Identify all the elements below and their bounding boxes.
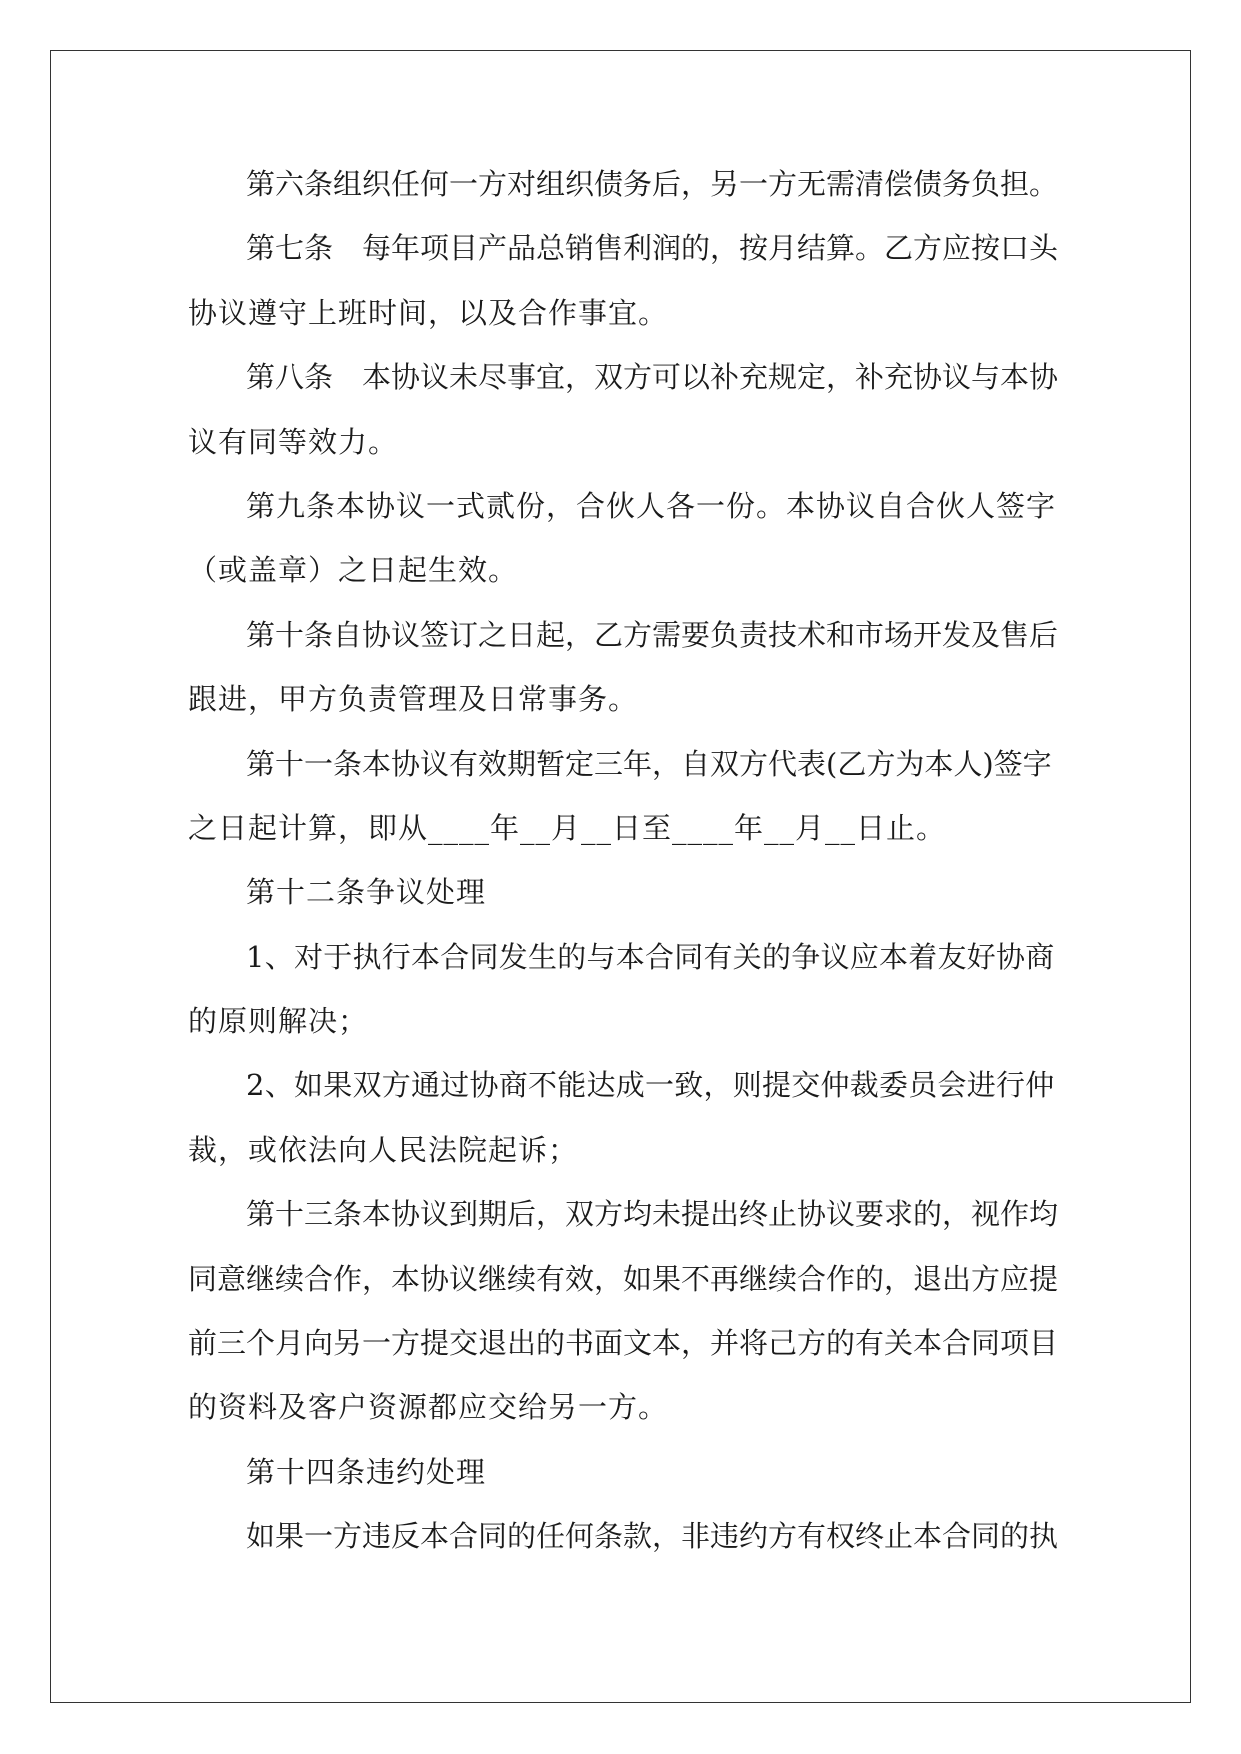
document-body — [188, 152, 1058, 1569]
document-line: 之日起计算，即从____年__月__日至____年__月__日止。 — [188, 810, 947, 845]
document-line: 同意继续合作，本协议继续有效，如果不再继续合作的，退出方应提 — [188, 1261, 1059, 1296]
document-line: 如果一方违反本合同的任何条款，非违约方有权终止本合同的执 — [246, 1519, 1059, 1554]
document-line: 2、如果双方通过协商不能达成一致，则提交仲裁委员会进行仲 — [246, 1068, 1055, 1103]
document-line: 1、对于执行本合同发生的与本合同有关的争议应本着友好协商 — [246, 939, 1055, 974]
document-line: 的原则解决； — [188, 1004, 369, 1039]
document-line: 第十一条本协议有效期暂定三年，自双方代表(乙方为本人)签字 — [246, 746, 1052, 781]
document-line: 的资料及客户资源都应交给另一方。 — [188, 1390, 669, 1425]
document-line: 跟进，甲方负责管理及日常事务。 — [188, 682, 639, 717]
document-line: 第六条组织任何一方对组织债务后，另一方无需清偿债务负担。 — [246, 167, 1059, 201]
document-line: 第十二条争议处理 — [246, 875, 487, 910]
document-line: 第十三条本协议到期后，双方均未提出终止协议要求的，视作均 — [246, 1197, 1059, 1232]
document-line: 前三个月向另一方提交退出的书面文本，并将己方的有关本合同项目 — [188, 1326, 1059, 1361]
document-line: 议有同等效力。 — [188, 424, 399, 459]
document-line: 第九条本协议一式贰份，合伙人各一份。本协议自合伙人签字 — [246, 488, 1057, 523]
document-line: 裁，或依法向人民法院起诉； — [188, 1132, 579, 1167]
document-line: 第十条自协议签订之日起，乙方需要负责技术和市场开发及售后 — [246, 617, 1059, 652]
document-line: 第七条 每年项目产品总销售利润的，按月结算。乙方应按口头 — [246, 231, 1059, 266]
document-line: 协议遵守上班时间，以及合作事宜。 — [188, 295, 669, 330]
document-line: 第八条 本协议未尽事宜，双方可以补充规定，补充协议与本协 — [246, 360, 1059, 395]
document-line: （或盖章）之日起生效。 — [188, 553, 519, 588]
document-line: 第十四条违约处理 — [246, 1454, 487, 1489]
